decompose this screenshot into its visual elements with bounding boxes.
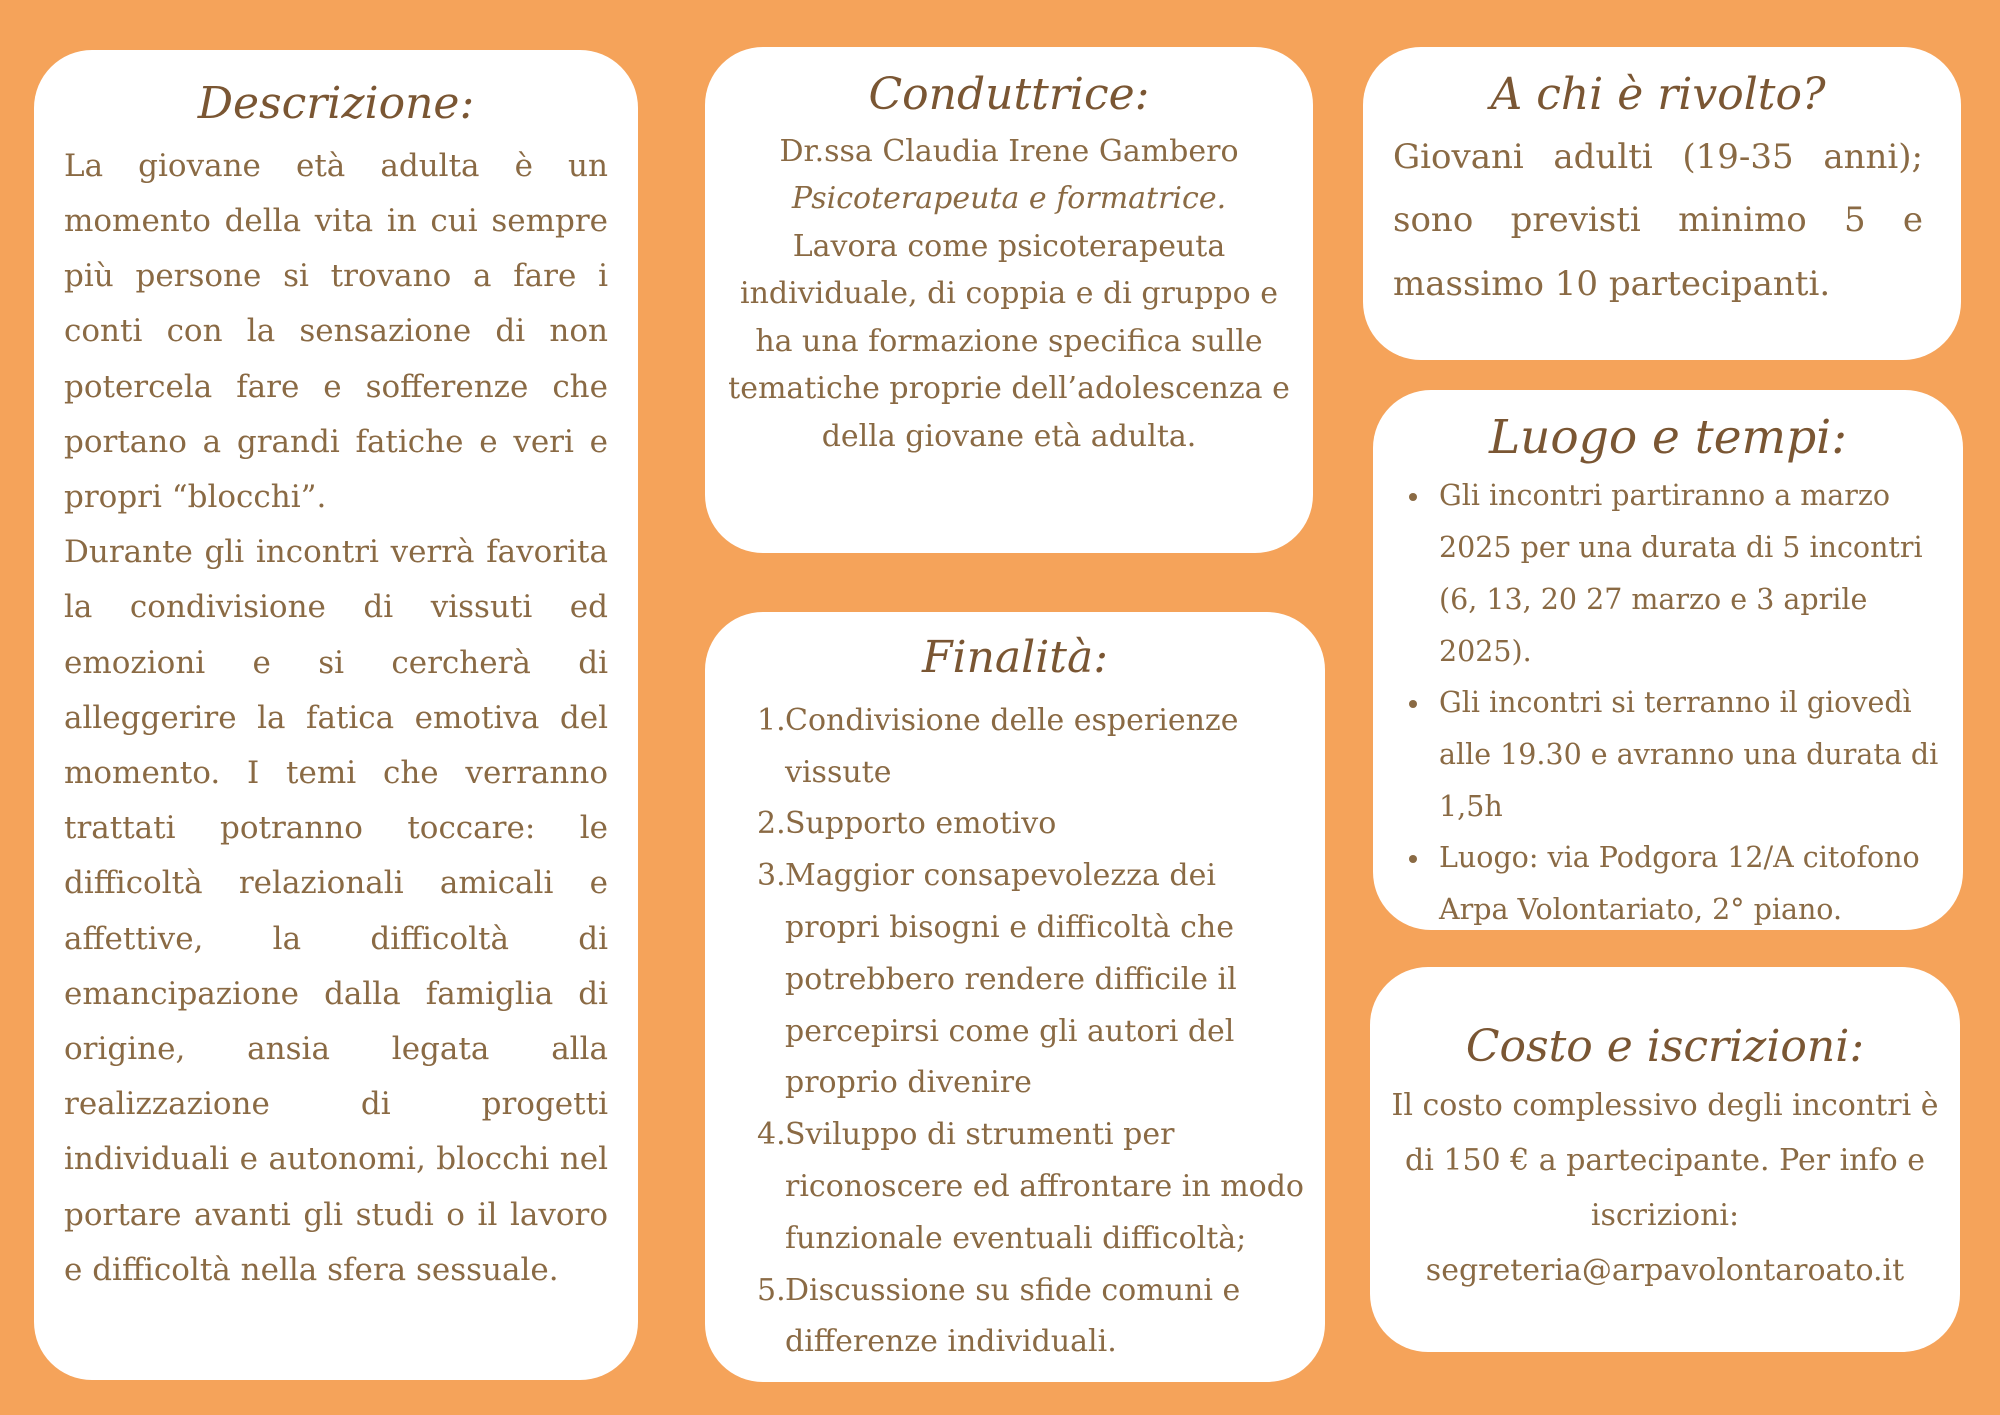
finalita-item-number: 5.	[757, 1272, 786, 1308]
conduttrice-role: Psicoterapeuta e formatrice.	[791, 181, 1227, 217]
descrizione-paragraph-2: Durante gli incontri verrà favorita la condivisione di vissuti ed emozioni e si cercherà di alleggerire la fatica emotiva del momento. I temi che verranno trattati potranno toccare: le difficoltà relazionali amicali e affettive, la difficoltà di emancipazione dalla famiglia di origine, ansia legata alla realizzazione di progetti individuali e autonomi, blocchi nel portare avanti gli studi o il lavoro e difficoltà nella sfera sessuale.	[64, 534, 608, 1288]
bullet-icon	[1409, 700, 1417, 708]
luogo-item	[1383, 470, 1953, 677]
finalita-title: Finalità:	[921, 632, 1109, 683]
finalita-item	[723, 695, 1307, 799]
finalita-item-number: 1.	[757, 702, 786, 738]
descrizione-title: Descrizione:	[197, 78, 475, 129]
luogo-item-text: Gli incontri si terranno il giovedì alle 19.30 e avranno una durata di 1,5h	[1439, 686, 1939, 823]
luogo-title: Luogo e tempi:	[1488, 410, 1848, 465]
destinatari-title: A chi è rivolto?	[1490, 69, 1826, 120]
finalita-item-number: 2.	[757, 806, 786, 842]
card-conduttrice	[705, 47, 1313, 553]
finalita-item-text: Maggior consapevolezza dei propri bisogni e difficoltà che potrebbero rendere difficile il percepirsi come gli autori del proprio divenire	[785, 858, 1237, 1101]
finalita-item	[723, 850, 1307, 1109]
finalita-list	[723, 695, 1307, 1368]
finalita-item	[723, 1265, 1307, 1369]
luogo-list	[1383, 470, 1953, 935]
finalita-item	[723, 798, 1307, 850]
conduttrice-title: Conduttrice:	[868, 69, 1150, 120]
conduttrice-name: Dr.ssa Claudia Irene Gambero	[779, 133, 1239, 169]
finalita-item-text: Supporto emotivo	[785, 806, 1057, 842]
costo-title: Costo e iscrizioni:	[1465, 1021, 1865, 1072]
bullet-icon	[1409, 493, 1417, 501]
costo-text: Il costo complessivo degli incontri è di 150 € a partecipante. Per info e iscrizioni:	[1391, 1087, 1939, 1233]
card-finalita	[705, 612, 1325, 1382]
card-luogo	[1373, 390, 1963, 930]
finalita-item-text: Sviluppo di strumenti per riconoscere ed affrontare in modo funzionale eventuali difficoltà;	[785, 1117, 1304, 1256]
finalita-item-text: Discussione su sfide comuni e differenze individuali.	[785, 1272, 1241, 1360]
card-destinatari	[1363, 47, 1961, 360]
card-descrizione	[34, 50, 638, 1380]
destinatari-text: Giovani adulti (19-35 anni); sono previsti minimo 5 e massimo 10 partecipanti.	[1393, 136, 1923, 304]
conduttrice-description: Lavora come psicoterapeuta individuale, di coppia e di gruppo e ha una formazione specifica sulle tematiche proprie dell’adolescenza e della giovane età adulta.	[728, 228, 1290, 454]
luogo-item	[1383, 832, 1953, 935]
luogo-item-text: Gli incontri partiranno a marzo 2025 per una durata di 5 incontri (6, 13, 20 27 marzo e 3 aprile 2025).	[1439, 479, 1923, 668]
finalita-item-text: Condivisione delle esperienze vissute	[785, 702, 1239, 790]
costo-email[interactable]: segreteria@arpavolontaroato.it	[1425, 1252, 1905, 1288]
luogo-item-text: Luogo: via Podgora 12/A citofono Arpa Volontariato, 2° piano.	[1439, 841, 1920, 927]
luogo-item	[1383, 677, 1953, 832]
finalita-item	[723, 1109, 1307, 1264]
finalita-item-number: 4.	[757, 1117, 786, 1153]
descrizione-paragraph-1: La giovane età adulta è un momento della vita in cui sempre più persone si trovano a fare i conti con la sensazione di non potercela fare e sofferenze che portano a grandi fatiche e veri e propri “blocchi”.	[64, 147, 608, 516]
card-costo	[1370, 967, 1960, 1352]
bullet-icon	[1409, 855, 1417, 863]
finalita-item-number: 3.	[757, 858, 786, 894]
